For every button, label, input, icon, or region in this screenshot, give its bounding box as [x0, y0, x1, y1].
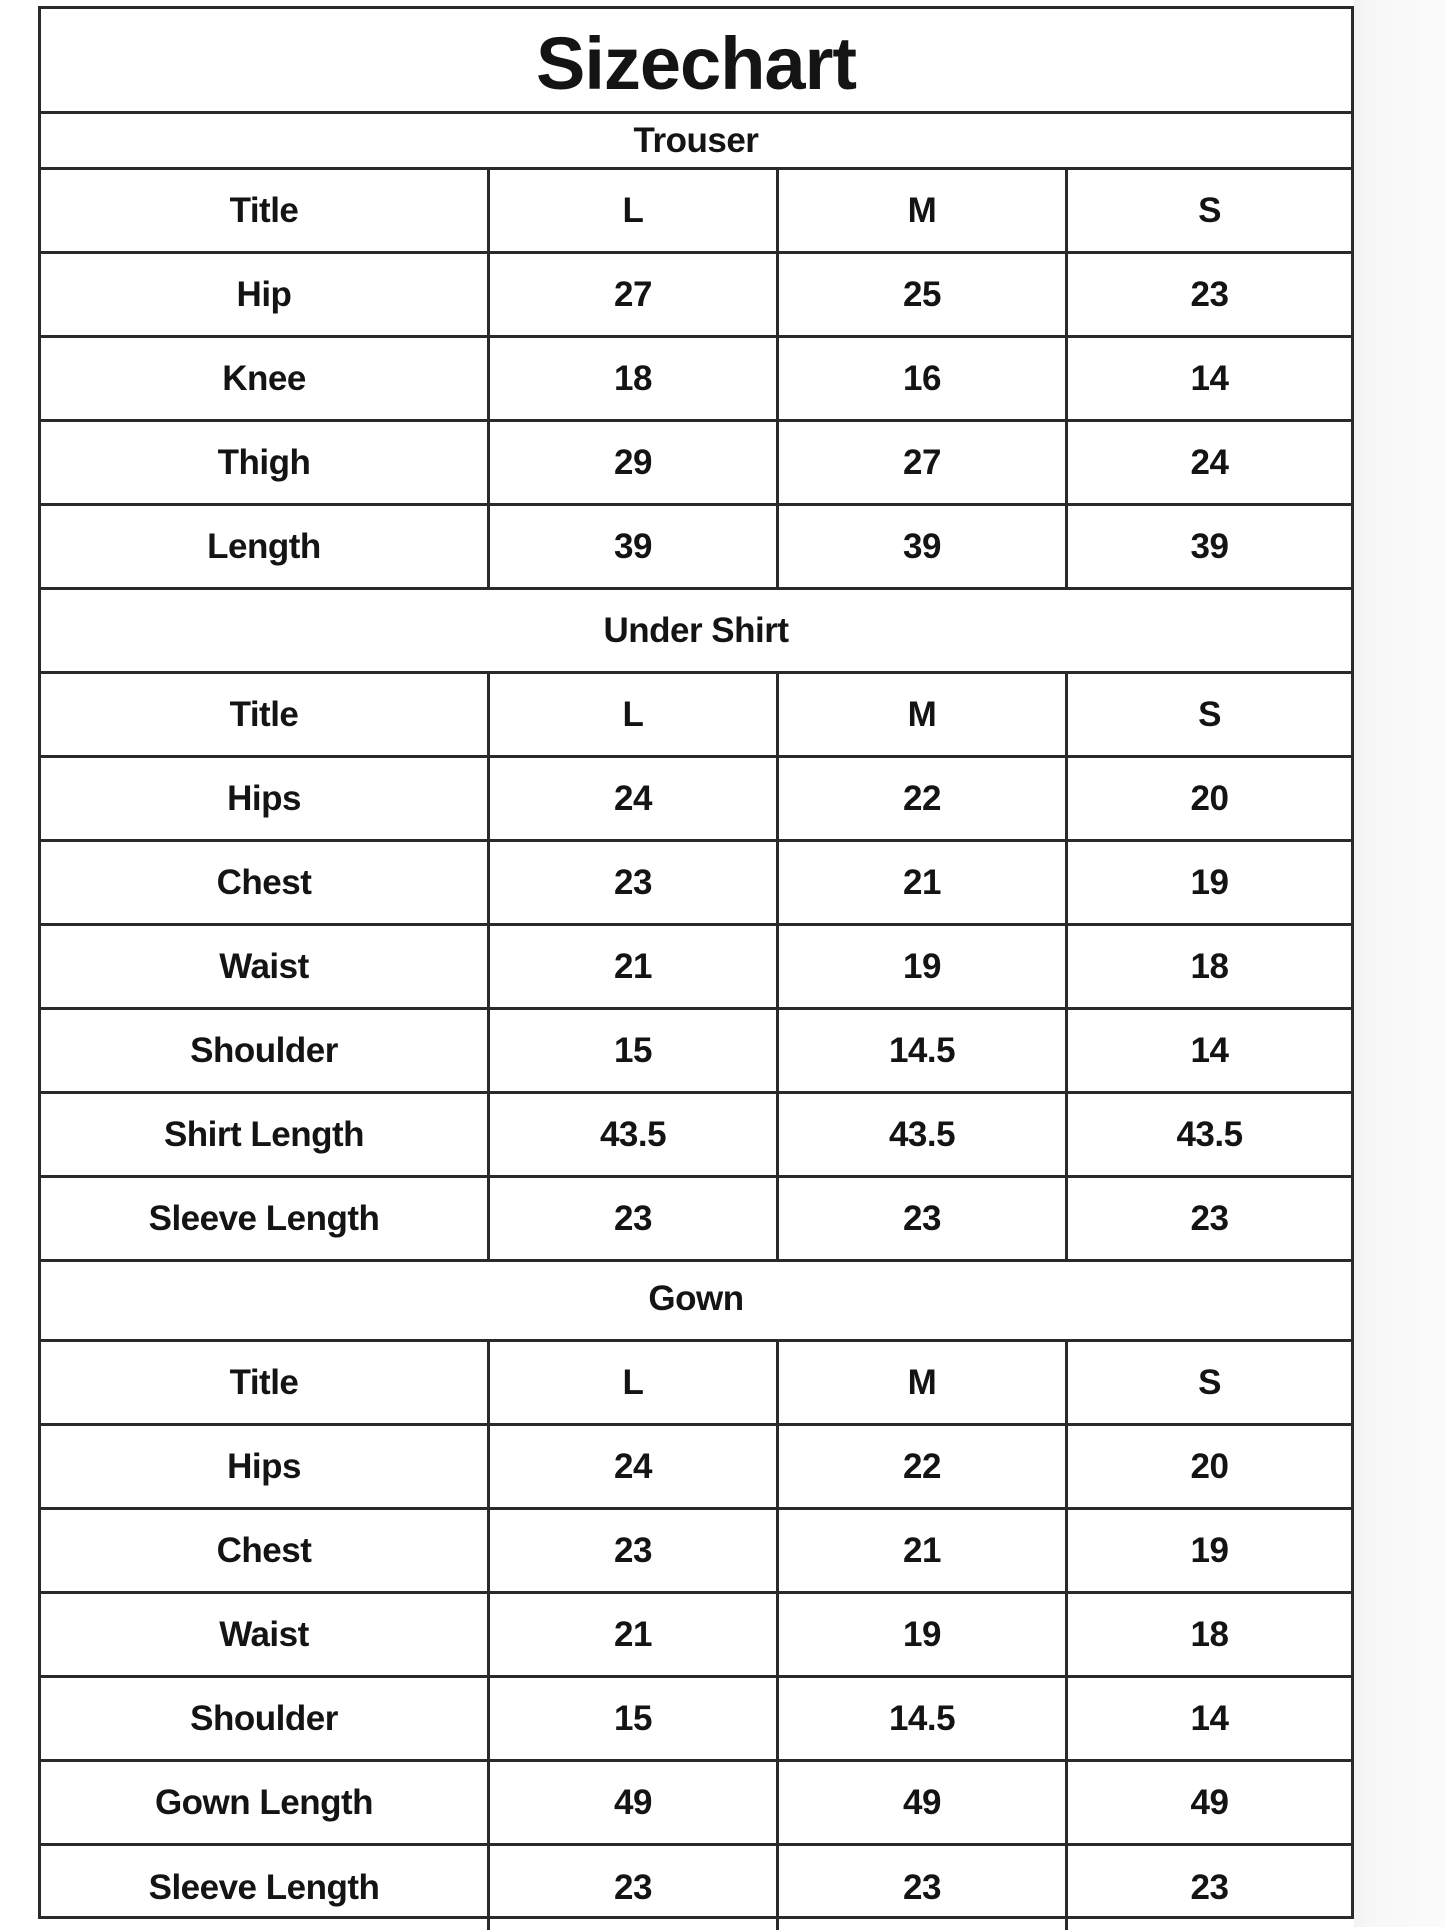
value-cell: 15 — [490, 1010, 779, 1091]
header-row — [41, 674, 1351, 758]
table-row — [41, 926, 1351, 1010]
page-margin-shade — [1354, 0, 1445, 1927]
value-cell: 14 — [1190, 358, 1229, 398]
value-cell: 49 — [1190, 1782, 1229, 1822]
measure-label: Shoulder — [41, 1010, 490, 1091]
value-cell: 18 — [490, 338, 779, 419]
value-cell: 49 — [490, 1762, 779, 1843]
measure-label: Length — [41, 506, 490, 587]
value-cell: 39 — [779, 506, 1068, 587]
table-row — [41, 1510, 1351, 1594]
header-row — [41, 1342, 1351, 1426]
value-cell: 14.5 — [779, 1010, 1068, 1091]
value-cell: 23 — [490, 1178, 779, 1259]
measure-label: Waist — [41, 1594, 490, 1675]
header-cell: L — [490, 674, 779, 755]
value-cell: 19 — [1190, 862, 1229, 902]
measure-label: Hip — [41, 254, 490, 335]
header-cell: M — [779, 170, 1068, 251]
measure-label: Chest — [41, 842, 490, 923]
value-cell: 23 — [490, 1846, 779, 1930]
value-cell: 49 — [779, 1762, 1068, 1843]
value-cell: 39 — [490, 506, 779, 587]
value-cell: 18 — [1190, 1614, 1229, 1654]
measure-label: Shirt Length — [41, 1094, 490, 1175]
value-cell: 19 — [779, 1594, 1068, 1675]
value-cell: 20 — [1190, 778, 1229, 818]
table-row — [41, 422, 1351, 506]
value-cell: 22 — [779, 1426, 1068, 1507]
value-cell: 24 — [490, 758, 779, 839]
table-row — [41, 842, 1351, 926]
measure-label: Waist — [41, 926, 490, 1007]
table-row — [41, 1594, 1351, 1678]
size-chart-table — [38, 6, 1354, 1919]
section-heading: Gown — [41, 1258, 1351, 1342]
measure-label: Hips — [41, 1426, 490, 1507]
measure-label: Hips — [41, 758, 490, 839]
value-cell: 43.5 — [1176, 1114, 1243, 1154]
measure-label: Knee — [41, 338, 490, 419]
value-cell: 39 — [1190, 526, 1229, 566]
value-cell: 23 — [490, 842, 779, 923]
value-cell: 22 — [779, 758, 1068, 839]
table-row — [41, 758, 1351, 842]
value-cell: 23 — [1190, 1868, 1229, 1907]
table-row — [41, 1762, 1351, 1846]
section-under-shirt — [41, 590, 1351, 1262]
header-cell: Title — [41, 1342, 490, 1423]
value-cell: 25 — [779, 254, 1068, 335]
header-cell: L — [490, 1342, 779, 1423]
value-cell: 23 — [1190, 1198, 1229, 1238]
measure-label: Sleeve Length — [41, 1846, 490, 1930]
value-cell: 16 — [779, 338, 1068, 419]
value-cell: 21 — [490, 1594, 779, 1675]
value-cell: 43.5 — [779, 1094, 1068, 1175]
value-cell: 23 — [779, 1846, 1068, 1930]
header-cell: M — [779, 1342, 1068, 1423]
section-trouser — [41, 114, 1351, 590]
table-row — [41, 1010, 1351, 1094]
value-cell: 14 — [1190, 1030, 1229, 1070]
value-cell: 23 — [779, 1178, 1068, 1259]
measure-label: Chest — [41, 1510, 490, 1591]
header-cell: S — [1198, 1362, 1221, 1402]
header-cell: S — [1198, 190, 1221, 230]
measure-label: Thigh — [41, 422, 490, 503]
table-row — [41, 338, 1351, 422]
header-cell: L — [490, 170, 779, 251]
measure-label: Shoulder — [41, 1678, 490, 1759]
chart-title: Sizechart — [535, 21, 857, 105]
value-cell: 27 — [779, 422, 1068, 503]
section-gown — [41, 1258, 1351, 1930]
value-cell: 24 — [1190, 442, 1229, 482]
value-cell: 19 — [1190, 1530, 1229, 1570]
value-cell: 23 — [1190, 274, 1229, 314]
value-cell: 21 — [779, 1510, 1068, 1591]
title-row — [41, 9, 1351, 114]
value-cell: 20 — [1190, 1446, 1229, 1486]
table-row — [41, 254, 1351, 338]
header-row — [41, 170, 1351, 254]
table-row — [41, 1178, 1351, 1262]
measure-label: Sleeve Length — [41, 1178, 490, 1259]
section-heading: Trouser — [41, 114, 1351, 170]
table-row — [41, 1426, 1351, 1510]
table-row — [41, 1846, 1351, 1930]
measure-label: Gown Length — [41, 1762, 490, 1843]
value-cell: 14.5 — [779, 1678, 1068, 1759]
value-cell: 23 — [490, 1510, 779, 1591]
value-cell: 29 — [490, 422, 779, 503]
value-cell: 27 — [490, 254, 779, 335]
table-row — [41, 506, 1351, 590]
value-cell: 19 — [779, 926, 1068, 1007]
header-cell: S — [1198, 694, 1221, 734]
value-cell: 24 — [490, 1426, 779, 1507]
table-row — [41, 1094, 1351, 1178]
value-cell: 21 — [779, 842, 1068, 923]
value-cell: 18 — [1190, 946, 1229, 986]
value-cell: 43.5 — [490, 1094, 779, 1175]
value-cell: 21 — [490, 926, 779, 1007]
section-heading: Under Shirt — [41, 590, 1351, 674]
table-row — [41, 1678, 1351, 1762]
value-cell: 15 — [490, 1678, 779, 1759]
header-cell: Title — [41, 674, 490, 755]
header-cell: M — [779, 674, 1068, 755]
value-cell: 14 — [1190, 1698, 1229, 1738]
header-cell: Title — [41, 170, 490, 251]
